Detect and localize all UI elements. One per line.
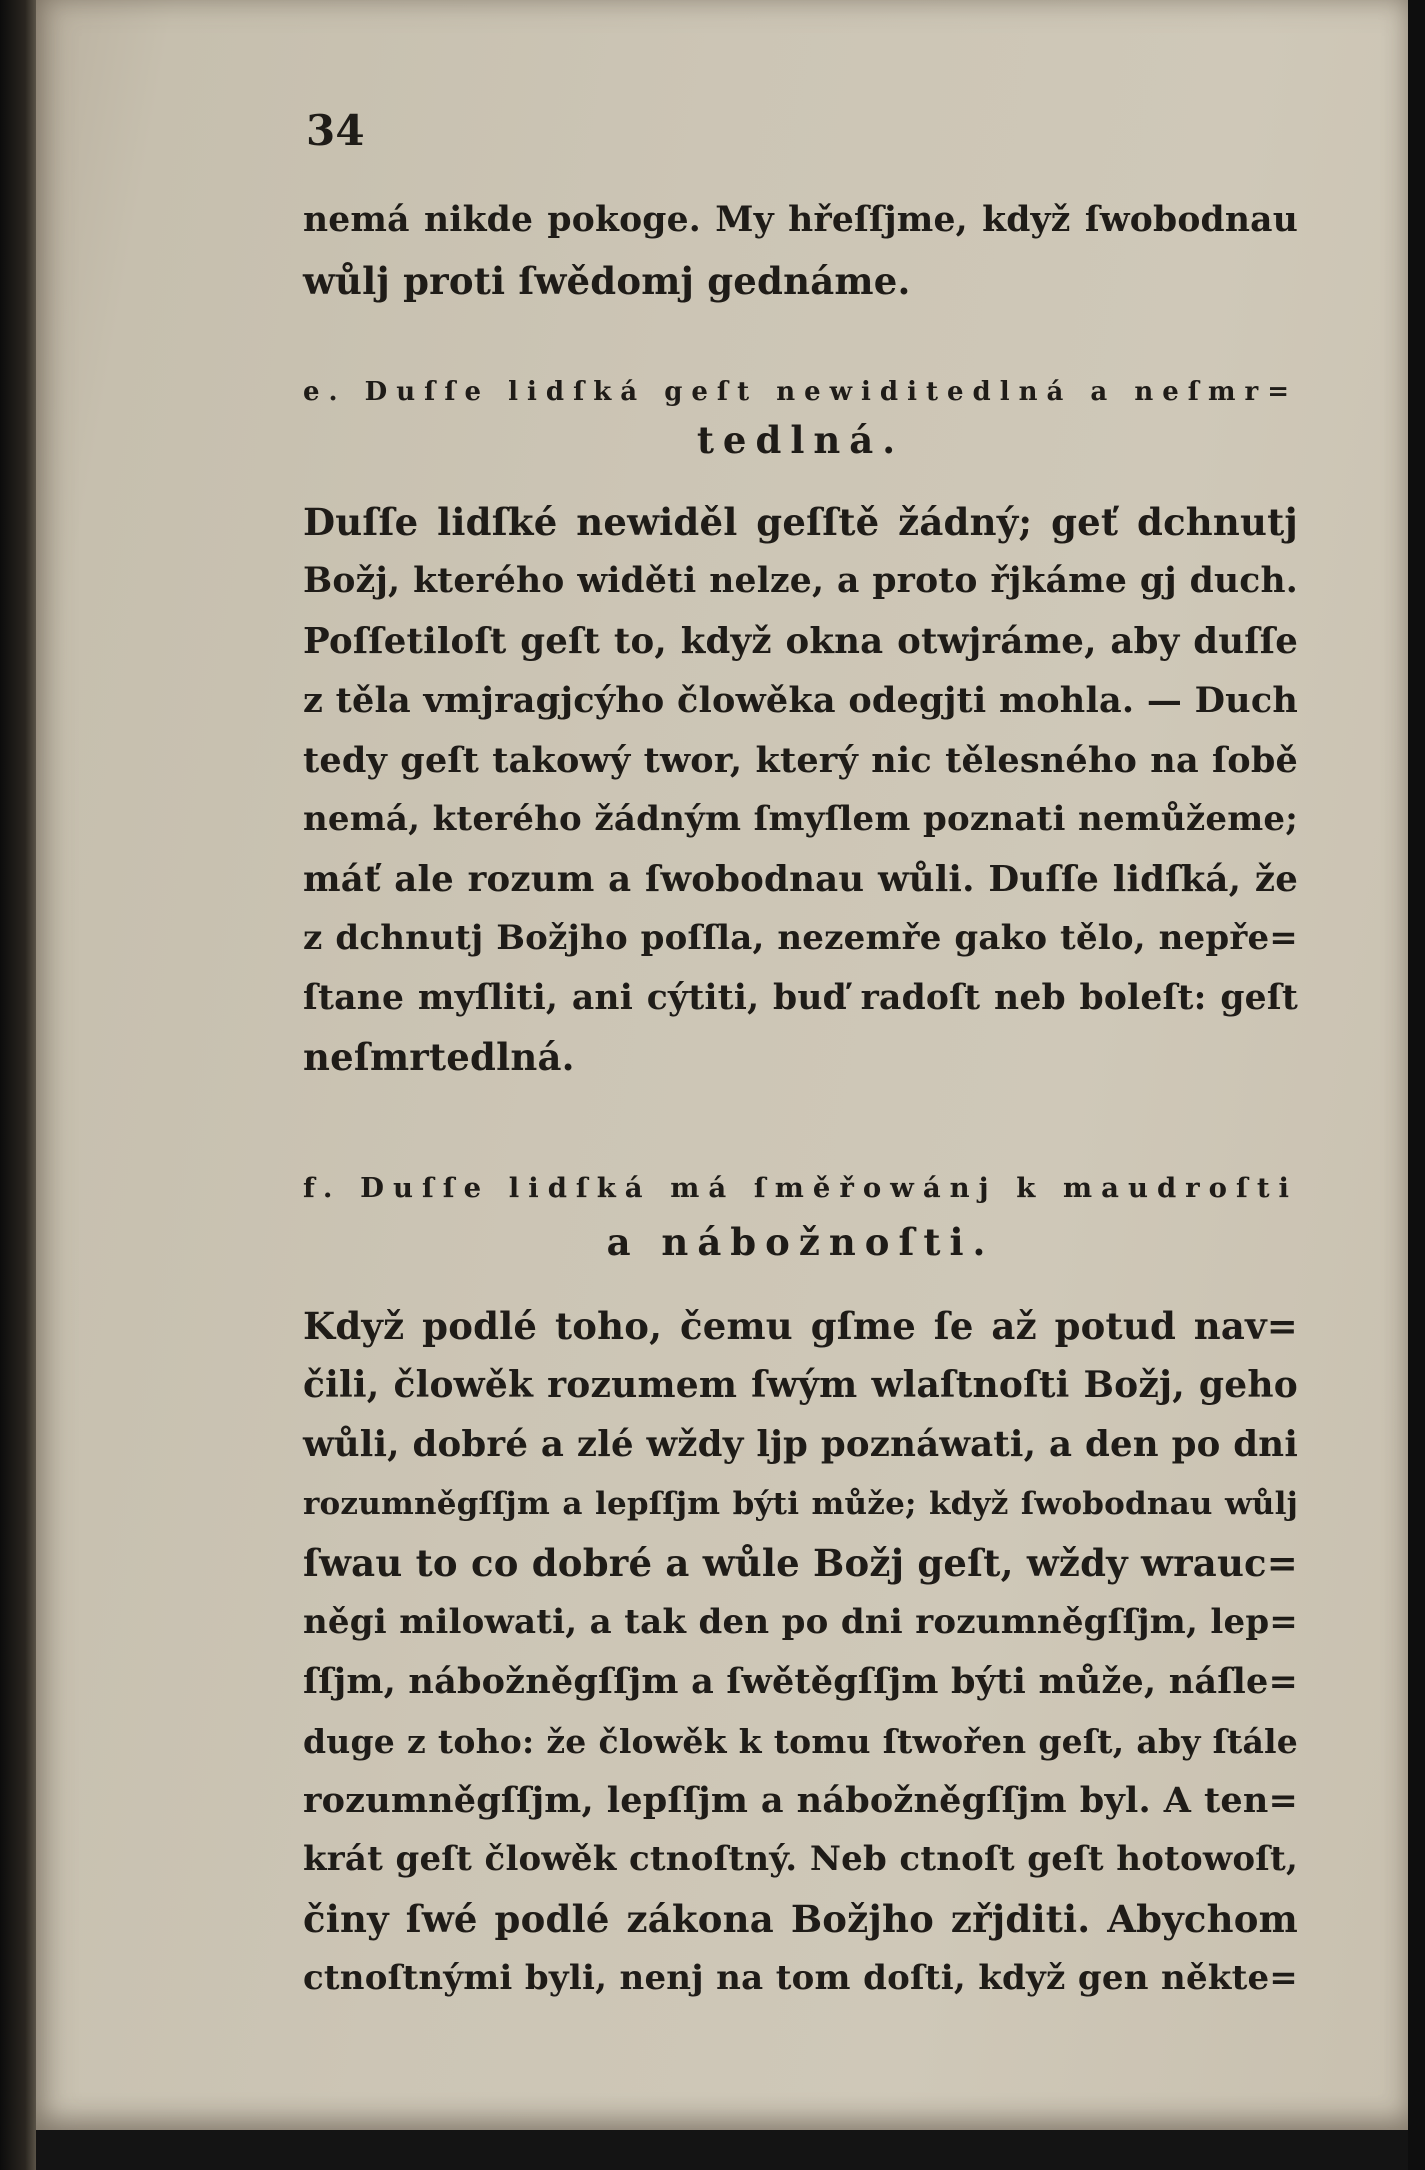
text-line: krát geſt člowěk ctnoſtný. Neb ctnoſt geſt hotowoſt, (303, 1839, 1298, 1879)
text-line: Poſſetiloſt geſt to, když okna otwjráme, aby duſſe (303, 621, 1298, 662)
text-line: duge z toho: že člowěk k tomu ſtwořen geſt, aby ſtále (303, 1722, 1298, 1761)
text-line: ſſjm, nábožněgſſjm a ſwětěgſſjm býti může, náſle= (303, 1661, 1298, 1702)
page-number: 34 (306, 106, 365, 155)
text-line: Božj, kterého widěti nelze, a proto řjkáme gj duch. (303, 561, 1298, 601)
text-line: čili, člowěk rozumem ſwým wlaſtnoſti Božj, geho (303, 1364, 1298, 1406)
section-heading-e-continued: tedlná. (696, 418, 905, 462)
section-heading-f-continued: a nábožnoſti. (606, 1220, 995, 1264)
section-heading-f: f. Duſſe lidſká má ſměřowánj k maudroſti (303, 1172, 1298, 1204)
text-line: wůlj proti ſwědomj gednáme. (303, 259, 911, 303)
text-line: nemá nikde pokoge. My hřeſſjme, když ſwobodnau (303, 200, 1298, 240)
section-heading-e: e. Duſſe lidſká geſt newiditedlná a neſmr= (303, 377, 1298, 407)
text-line: činy ſwé podlé zákona Božjho zřjditi. Abychom (303, 1897, 1298, 1941)
text-line: ſwau to co dobré a wůle Božj geſt, wždy wrauc= (303, 1541, 1298, 1585)
text-line: wůli, dobré a zlé wždy ljp poznáwati, a den po dni (303, 1424, 1298, 1465)
book-spine-shadow (0, 0, 36, 2170)
text-line: nemá, kterého žádným ſmyſlem poznati nemůžeme; (303, 799, 1298, 839)
text-line: ctnoſtnými byli, nenj na tom doſti, když gen někte= (303, 1958, 1298, 1998)
text-line: z dchnutj Božjho poſſla, nezemře gako tělo, nepře= (303, 918, 1298, 958)
text-line: ſtane myſliti, ani cýtiti, buď radoſt neb boleſt: geſt (303, 978, 1298, 1018)
text-line: z těla vmjragjcýho člowěka odegjti mohla. — Duch (303, 680, 1298, 721)
text-line: Duſſe lidſké newiděl geſſtě žádný; geť dchnutj (303, 500, 1298, 544)
page-edge-shadow (1408, 0, 1425, 2170)
text-line: neſmrtedlná. (303, 1035, 575, 1079)
text-line: máť ale rozum a ſwobodnau wůli. Duſſe lidſká, že (303, 859, 1298, 900)
text-line: rozumněgſſjm, lepſſjm a nábožněgſſjm byl. A ten= (303, 1780, 1298, 1821)
text-line: tedy geſt takowý twor, který nic tělesného na ſobě (303, 740, 1298, 781)
text-line: něgi milowati, a tak den po dni rozumněgſſjm, lep= (303, 1602, 1298, 1642)
text-line: Když podlé toho, čemu gſme ſe až potud nav= (303, 1304, 1298, 1348)
book-page (36, 0, 1408, 2130)
text-line: rozumněgſſjm a lepſſjm býti může; když ſwobodnau wůlj (303, 1486, 1298, 1522)
